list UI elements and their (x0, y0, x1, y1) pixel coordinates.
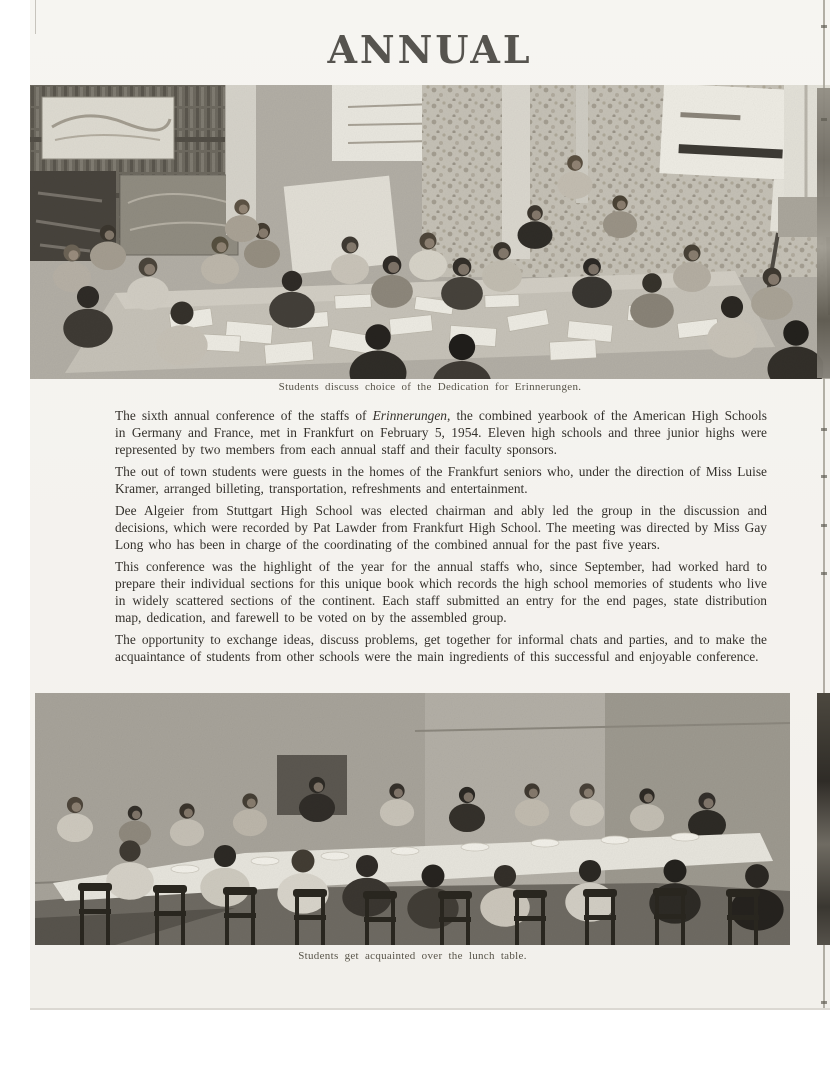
paragraph: The out of town students were guests in the homes of the Frankfurt seniors who, under the direction of Miss Luise Kramer, arranged billeting, transportation, refreshments and entertainment. (115, 464, 767, 496)
page-title: ANNUAL (327, 27, 533, 72)
scan-artifact-tick (821, 428, 827, 431)
scan-artifact-tick (821, 475, 827, 478)
lunch-photo (35, 693, 790, 945)
paragraph: This conference was the highlight of the year for the annual staffs who, since September, had worked hard to prepare their individual sections for this unique book which records the high school memories of students who live in widely scattered sections of the continent. Each staff submitted an entry for the end pages, state distribution map, dedication, and farewell to be voted on by the assembled group. (115, 559, 767, 625)
paragraph: The opportunity to exchange ideas, discuss problems, get together for informal chats and parties, and to make the acquaintance of students from other schools were the main ingredients of this successful and enjoyable conference. (115, 632, 767, 664)
scan-artifact-tick (821, 118, 827, 121)
adjacent-page-photo-edge (817, 693, 830, 945)
photo-caption: Students get acquainted over the lunch table. (298, 950, 527, 962)
scan-artifact-tick (821, 572, 827, 575)
scan-artifact-tick (821, 524, 827, 527)
body-text (115, 407, 767, 670)
conference-photo-image (30, 85, 830, 379)
scan-artifact-tick (821, 25, 827, 28)
conference-photo (30, 85, 830, 379)
scan-artifact-tick (821, 1001, 827, 1004)
lunch-photo-image (35, 693, 790, 945)
page-bottom-edge (30, 1008, 830, 1010)
paragraph: Dee Algeier from Stuttgart High School was elected chairman and ably led the group in the discussion and decisions, which were recorded by Pat Lawder from Frankfurt High School. The meeting was directed by Miss Gay Long who has been in charge of the coordinating of the combined annual for the past five years. (115, 503, 767, 552)
adjacent-page-photo-edge (817, 88, 830, 378)
page-background (30, 0, 830, 1010)
paragraph: The sixth annual conference of the staffs of Erinnerungen, the combined yearbook of the American High Schools in Germany and France, met in Frankfurt on February 5, 1954. Eleven high schools and three junior highs were represented by two members from each annual staff and their faculty sponsors. (115, 408, 767, 457)
photo-caption: Students discuss choice of the Dedication for Erinnerungen. (278, 381, 582, 393)
